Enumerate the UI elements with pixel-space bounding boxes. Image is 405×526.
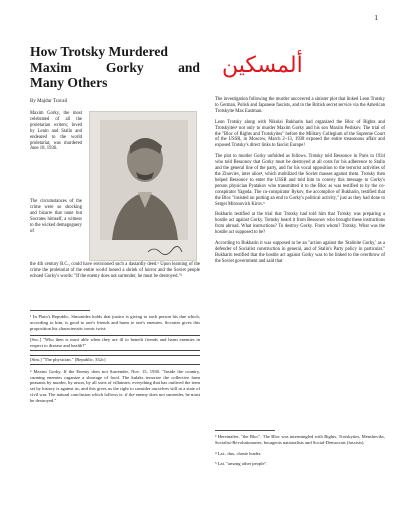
title-word-and: and bbox=[178, 59, 200, 75]
footnotes-right bbox=[215, 434, 385, 472]
title-line-1: How Trotsky Murdered bbox=[30, 44, 168, 59]
portrait-image bbox=[90, 112, 197, 261]
right-paragraph-4: Bukharin testified at the trial that Trotsky had told him that Trotsky was preparing a hostile act against Gorky. Tomsky heard it from Bessonov who brought these instructions from abroad. What instructions? To destroy Gorky. From whom? Trotsky. What was the hostile act supposed to be? bbox=[215, 212, 385, 236]
footnote-divider-right bbox=[215, 430, 275, 431]
footnotes-left bbox=[30, 314, 200, 404]
footnote-2: ² Maxim Gorky, If the Enemy does not Surrender, Nov. 15, 1930. "Inside the country, cunning enemies organize a shortage of food. The kulaks terrorize the collective farm peasants by murder, by arson, by all sorts of villainies; everything that has outlived the term set by history is against us, and this gives us the right to consider ourselves still in a state of civil war. The natural conclusion which follows is: if the enemy does not surrender, he must be destroyed." bbox=[30, 368, 200, 403]
right-paragraph-1: The investigation following the murder uncovered a sinister plot that linked Leon Trotsky to German, Polish and Japanese fascists, and to the British secret service via the American Trotskyite Max Eastman. bbox=[215, 97, 385, 114]
right-paragraph-2: Leon Trotsky along with Nikolai Bukharin had organized the Bloc of Rights and Trotskyites³ not only to murder Maxim Gorky and his son Maxim Peshkov. The trial of the "Bloc of Rights and Trotskyites" before the Military Collegium of the Supreme Court of the USSR, in Moscow, March 2–13, 1938 exposed the entire treasonous affair and exposed Trotsky's direct links to fascist Europe! bbox=[215, 119, 385, 149]
footnote-5: ⁵ Lat. "among other people". bbox=[215, 461, 268, 467]
title-line-3: Many Others bbox=[30, 75, 108, 90]
quote-simonides: [Sim.] "The physician." [Republic, 332c] bbox=[30, 356, 106, 362]
title-word-gorky: Gorky bbox=[105, 59, 144, 75]
intro-paragraph: Maxim Gorky, the most celebrated of all the proletarian writers; loved by Lenin and Stalin and endeared to the world proletariat, was murdered June 18, 1936. bbox=[30, 111, 82, 152]
left-continuation-paragraph: the 4th century B.C., could have envisioned such a dastardly deed.¹ Upon learning of the crime the proletariat of the entire world loosed a shriek of horror and the Soviet people echoed Gorky's words: "If the enemy does not surrender, he must be destroyed."² bbox=[30, 262, 200, 279]
footnote-1: ¹ In Plato's Republic, Simonides holds that justice is giving to each person his due which, according to him, is good to one's friends and harm to one's enemies. Socrates gives this proposition his characteristic ironic twist: bbox=[30, 314, 200, 331]
footnote-3: ³ Hereinafter, "the Bloc". The Bloc was intermingled with Rights, Trotskyites, Mensheviks, Socialist-Revolutionaries, bourgeois nationalists and Social-Democrats (fascists). bbox=[215, 434, 385, 445]
quote-socrates: [Soc.] "Who then is most able when they are ill to benefit friends and harm enemies in respect to disease and health?" bbox=[30, 337, 200, 349]
title-word-maxim: Maxim bbox=[30, 59, 72, 75]
right-paragraph-3: The plot to murder Gorky unfolded as follows. Trotsky told Bessonov in Paris in 1934 who told Bessonov that Gorky must be destroyed at all costs for his adherence to Stalin and the general line of the party, and for his vocal opposition to the terrorist activities of the Zinoviev, inter alios⁴, which mobilized the Soviet masses against them. Trotsky then helped Bessonov to enter the USSR and told him to convey this message to Gorky's person physician Pyatakov who transmitted it to the Bloc as was testified to by the co-conspirator Yagoda. The co-conspirator Rykov, the accomplice of Bukharin, testified that the Bloc "insisted on putting an end to Gorky's political activity," just as they had done to Sergei Mironovich Kirov.⁵ bbox=[215, 154, 385, 207]
page-number: 1 bbox=[374, 13, 378, 22]
right-paragraph-5: According to Bukharin it was supposed to be an "action against the 'Stalinite Gorky,' as a defender of Socialist construction in general, and of Stalin's Party policy in particular." Bukharin testified that the hostile act against Gorky was to be linked to the overthrow of the Soviet government and said that bbox=[215, 241, 385, 264]
title-line-2 bbox=[30, 60, 200, 76]
quote-simonides-box bbox=[30, 355, 200, 365]
arabic-title: ألمسكين bbox=[222, 53, 303, 78]
gorky-portrait-photo bbox=[89, 111, 197, 261]
right-column bbox=[215, 97, 385, 270]
quote-socrates-box bbox=[30, 335, 200, 351]
byline: By Majdur Travail bbox=[30, 99, 68, 104]
article-title bbox=[30, 44, 200, 91]
footnote-4: ⁴ Lat., dux, chaste leader. bbox=[215, 450, 262, 456]
circumstances-paragraph: The circumstances of the crime were so shocking and bizarre that none but Socrates himself, a witness to the wicked demagoguery of bbox=[30, 199, 82, 234]
footnote-divider-left bbox=[30, 310, 90, 311]
